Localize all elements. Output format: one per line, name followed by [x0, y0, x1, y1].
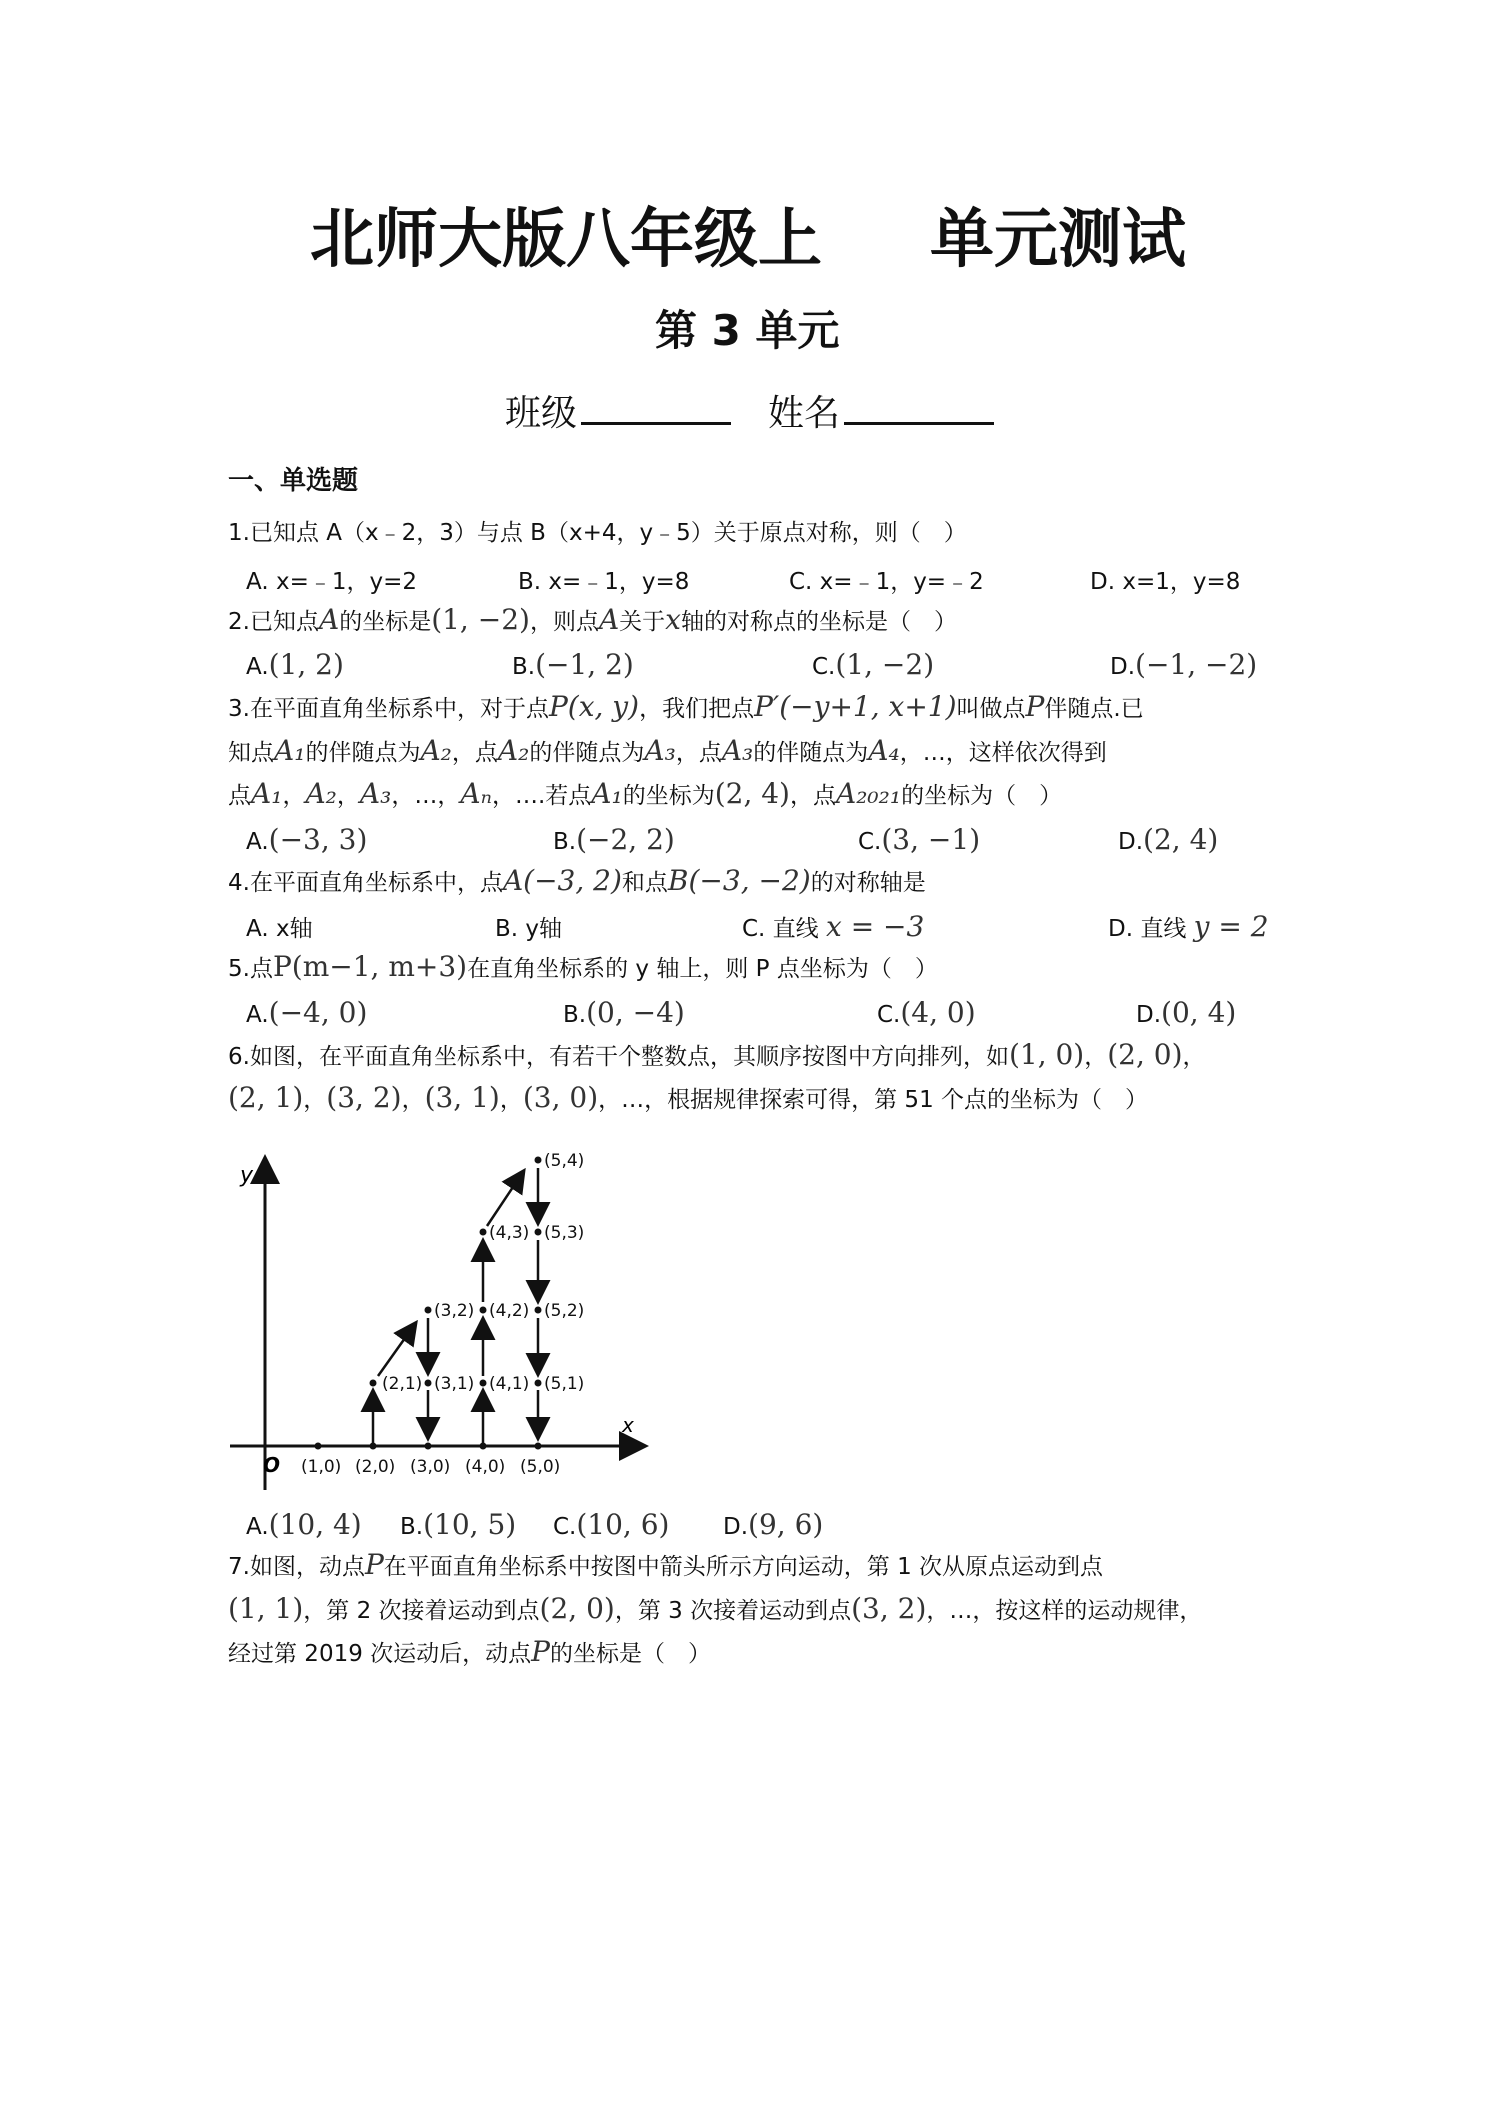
q6-text: ，: [1084, 1044, 1108, 1070]
q3-text: 的伴随点为: [529, 740, 645, 766]
q3-option-d-value: (2, 4): [1143, 823, 1219, 856]
q4-option-b[interactable]: B. y轴: [495, 916, 563, 942]
q7-text: 7.如图，动点: [228, 1554, 365, 1580]
q3-math: (2, 4): [714, 777, 790, 810]
q6-text: ，: [1182, 1044, 1206, 1070]
point: [425, 1443, 432, 1450]
q2-option-d[interactable]: [1110, 648, 1257, 681]
title-right: 单元测试: [930, 203, 1186, 277]
name-label: 姓名: [768, 393, 841, 434]
q3-option-b[interactable]: [553, 823, 675, 856]
q3-option-a[interactable]: [246, 823, 367, 856]
q3-text: ，点: [789, 783, 836, 809]
q3-math: P′(−y+1, x+1): [754, 690, 957, 723]
question-6-line-1: [228, 1038, 1206, 1074]
section-heading: 一、单选题: [228, 466, 359, 496]
q3-text: ，我们把点: [639, 696, 755, 722]
q3-math: A₂: [497, 734, 530, 767]
q5-option-b-label: B.: [563, 1002, 587, 1028]
point-label: (4,3): [489, 1223, 530, 1243]
q2-option-d-value: (−1, −2): [1135, 648, 1258, 681]
q3-option-c-label: C.: [858, 829, 882, 855]
q3-math: A₂: [420, 734, 452, 767]
q3-text: ，….若点: [491, 783, 592, 809]
q6-option-b[interactable]: [400, 1508, 516, 1541]
q2-option-b-label: B.: [512, 654, 536, 680]
point: [315, 1443, 322, 1450]
point-label: (5,0): [520, 1457, 561, 1477]
q3-text: ，: [336, 783, 360, 809]
q4-text: 和点: [621, 870, 668, 896]
q3-option-b-label: B.: [553, 829, 577, 855]
question-7-line-1: [228, 1548, 1103, 1584]
point: [370, 1380, 377, 1387]
question-6-line-2: [228, 1081, 1148, 1117]
q3-text: ，点: [675, 740, 722, 766]
q5-option-c[interactable]: [877, 996, 976, 1029]
q6-text: 6.如图，在平面直角坐标系中，有若干个整数点，其顺序按图中方向排列，如: [228, 1044, 1009, 1070]
point-label: (3,0): [410, 1457, 451, 1477]
q2-option-c-value: (1, −2): [835, 648, 935, 681]
q4-option-d-label: D. 直线: [1108, 916, 1187, 942]
origin-label: O: [263, 1453, 281, 1477]
q3-math: A₂: [305, 777, 337, 810]
q5-text: 在直角坐标系的 y 轴上，则 P 点坐标为（ ）: [467, 956, 938, 982]
q5-option-c-label: C.: [877, 1002, 901, 1028]
q6-math: (2, 1): [228, 1081, 304, 1114]
q6-math: (3, 2): [326, 1081, 402, 1114]
q2-text-2: 的坐标是: [339, 609, 432, 635]
q3-text: ，: [282, 783, 306, 809]
q3-text: 3.在平面直角坐标系中，对于点: [228, 696, 549, 722]
q3-text: 伴随点.已: [1044, 696, 1144, 722]
q7-text: 经过第 2019 次运动后，动点: [228, 1641, 532, 1667]
q4-math-b: B(−3, −2): [667, 864, 811, 897]
q2-text-3: ，则点: [529, 609, 599, 635]
q3-option-a-value: (−3, 3): [268, 823, 368, 856]
q6-option-c[interactable]: [553, 1508, 669, 1541]
q5-option-d-value: (0, 4): [1161, 996, 1237, 1029]
point-label: (3,2): [434, 1301, 475, 1321]
q2-text-4: 关于: [619, 609, 666, 635]
q3-option-a-label: A.: [246, 829, 269, 855]
q3-option-d[interactable]: [1118, 823, 1218, 856]
point: [535, 1157, 542, 1164]
q3-option-b-value: (−2, 2): [576, 823, 675, 856]
q2-math-x: x: [665, 603, 681, 636]
q3-math: A₁: [591, 777, 623, 810]
q3-text: 的伴随点为: [305, 740, 421, 766]
q7-math: P: [364, 1548, 384, 1581]
class-label: 班级: [505, 393, 578, 434]
point-label: (2,0): [355, 1457, 396, 1477]
q4-option-d-value: y = 2: [1193, 910, 1269, 943]
q7-text: ，第 3 次接着运动到点: [614, 1598, 852, 1624]
q6-text: ，…，根据规律探索可得，第 51 个点的坐标为（ ）: [598, 1087, 1149, 1113]
q5-math: P(m−1, m+3): [272, 950, 468, 983]
q5-option-d[interactable]: [1136, 996, 1236, 1029]
point-label: (3,1): [434, 1374, 475, 1394]
q7-text: 在平面直角坐标系中按图中箭头所示方向运动，第 1 次从原点运动到点: [383, 1554, 1104, 1580]
q3-math: A₄: [868, 734, 900, 767]
point: [480, 1307, 487, 1314]
q3-math: A₂₀₂₁: [835, 777, 902, 810]
q3-text: ，点: [451, 740, 498, 766]
point: [535, 1380, 542, 1387]
q4-text: 的对称轴是: [810, 870, 926, 896]
q5-option-a[interactable]: [246, 996, 367, 1029]
q2-option-a-value: (1, 2): [268, 648, 344, 681]
class-field: [505, 385, 731, 436]
q1-option-d[interactable]: D. x=1，y=8: [1090, 569, 1241, 595]
point-label: (5,2): [544, 1301, 585, 1321]
q1-option-b[interactable]: B. x=﹣1，y=8: [518, 569, 690, 595]
q5-option-a-label: A.: [246, 1002, 269, 1028]
q3-text: 点: [228, 783, 251, 809]
q5-text: 5.点: [228, 956, 273, 982]
q2-option-a-label: A.: [246, 654, 269, 680]
question-4: [228, 864, 926, 900]
q6-option-d[interactable]: [723, 1508, 823, 1541]
q7-math: (2, 0): [539, 1592, 615, 1625]
q3-text: 的伴随点为: [753, 740, 869, 766]
q6-option-a[interactable]: [246, 1508, 362, 1541]
q4-option-d[interactable]: [1108, 910, 1269, 943]
q3-math: Aₙ: [460, 777, 492, 810]
question-2: [228, 603, 957, 639]
q4-option-a[interactable]: A. x轴: [246, 916, 313, 942]
q4-option-c-label: C. 直线: [742, 916, 819, 942]
q5-option-b[interactable]: [563, 996, 685, 1029]
q2-text-1: 2.已知点: [228, 609, 319, 635]
integer-points-figure: [225, 1120, 655, 1500]
point-label: (4,2): [489, 1301, 530, 1321]
q3-math: A₁: [251, 777, 283, 810]
q6-text: ，: [401, 1087, 425, 1113]
q3-text: 的坐标为（ ）: [901, 783, 1063, 809]
question-3-line-2: [228, 734, 1107, 770]
point-label: (5,3): [544, 1223, 585, 1243]
q3-option-c-value: (3, −1): [881, 823, 981, 856]
q2-math-a2: A: [598, 603, 620, 636]
title-left: 北师大版八年级上: [310, 203, 822, 277]
question-3-line-1: [228, 690, 1144, 726]
q3-math: A₃: [721, 734, 754, 767]
q2-option-b[interactable]: [512, 648, 634, 681]
q3-text: 知点: [228, 740, 274, 766]
q1-option-c[interactable]: C. x=﹣1，y=﹣2: [789, 569, 984, 595]
point-label: (4,1): [489, 1374, 530, 1394]
x-axis-label: x: [622, 1413, 634, 1437]
point: [480, 1380, 487, 1387]
q6-option-c-value: (10, 6): [576, 1508, 670, 1541]
q7-text: ，第 2 次接着运动到点: [303, 1598, 540, 1624]
q6-option-c-label: C.: [553, 1514, 577, 1540]
q6-math: (3, 1): [424, 1081, 500, 1114]
arrow: [378, 1324, 415, 1376]
q5-option-b-value: (0, −4): [586, 996, 685, 1029]
q7-math: P: [531, 1635, 550, 1668]
q5-option-c-value: (4, 0): [900, 996, 976, 1029]
q3-math: A₃: [644, 734, 676, 767]
point-label: (5,4): [544, 1151, 585, 1171]
name-blank[interactable]: [844, 390, 994, 425]
point: [425, 1380, 432, 1387]
point: [535, 1307, 542, 1314]
q2-option-c[interactable]: [812, 648, 934, 681]
q3-option-c[interactable]: [858, 823, 980, 856]
point-label: (5,1): [544, 1374, 585, 1394]
q2-option-d-label: D.: [1110, 654, 1136, 680]
q7-math: (1, 1): [228, 1592, 304, 1625]
q6-math: (1, 0): [1008, 1038, 1085, 1071]
q3-text: 叫做点: [956, 696, 1026, 722]
point-label: (1,0): [301, 1457, 342, 1477]
point: [535, 1229, 542, 1236]
q6-option-b-value: (10, 5): [423, 1508, 517, 1541]
q3-text: 的坐标为: [622, 783, 715, 809]
q3-math: A₃: [359, 777, 392, 810]
name-field: [768, 385, 994, 436]
q6-option-a-label: A.: [246, 1514, 269, 1540]
q3-math: P: [1025, 690, 1045, 723]
q7-text: 的坐标是（ ）: [550, 1641, 711, 1667]
question-1: 1.已知点 A（x﹣2，3）与点 B（x+4，y﹣5）关于原点对称，则（ ）: [228, 520, 967, 546]
q5-option-d-label: D.: [1136, 1002, 1162, 1028]
class-blank[interactable]: [581, 390, 731, 425]
q1-option-a[interactable]: A. x=﹣1，y=2: [246, 569, 417, 595]
q2-math-point: (1, −2): [431, 603, 530, 636]
q5-option-a-value: (−4, 0): [268, 996, 368, 1029]
q2-option-b-value: (−1, 2): [535, 648, 634, 681]
q4-option-c[interactable]: [742, 910, 924, 943]
q2-text-5: 轴的对称点的坐标是（ ）: [680, 609, 957, 635]
y-axis-label: y: [240, 1163, 254, 1188]
q2-option-a[interactable]: [246, 648, 344, 681]
q3-math: A₁: [274, 734, 306, 767]
q6-text: ，: [499, 1087, 523, 1113]
point: [425, 1307, 432, 1314]
q6-option-b-label: B.: [400, 1514, 424, 1540]
q3-text: ，…，这样依次得到: [899, 740, 1107, 766]
question-7-line-3: [228, 1635, 711, 1671]
q6-option-d-value: (9, 6): [748, 1508, 824, 1541]
point-label: (4,0): [465, 1457, 506, 1477]
q6-math: (3, 0): [522, 1081, 599, 1114]
question-3-line-3: [228, 777, 1062, 813]
q6-math: (2, 0): [1107, 1038, 1183, 1071]
point: [535, 1443, 542, 1450]
q4-option-c-value: x = −3: [826, 910, 925, 943]
q3-text: ，…，: [391, 783, 461, 809]
question-7-line-2: [228, 1592, 1202, 1628]
q3-math: P(x, y): [548, 690, 640, 723]
q6-option-d-label: D.: [723, 1514, 749, 1540]
question-5: [228, 950, 938, 986]
q4-text: 4.在平面直角坐标系中，点: [228, 870, 503, 896]
q7-text: ，…，按这样的运动规律，: [926, 1598, 1203, 1624]
arrow: [487, 1172, 523, 1226]
q2-option-c-label: C.: [812, 654, 836, 680]
point-label: (2,1): [382, 1374, 423, 1394]
q2-math-a: A: [318, 603, 340, 636]
point: [480, 1229, 487, 1236]
q3-option-d-label: D.: [1118, 829, 1144, 855]
unit-title: 第 3 单元: [655, 306, 840, 355]
q6-text: ，: [303, 1087, 327, 1113]
q4-math-a: A(−3, 2): [502, 864, 622, 897]
q6-option-a-value: (10, 4): [268, 1508, 362, 1541]
q7-math: (3, 2): [851, 1592, 927, 1625]
